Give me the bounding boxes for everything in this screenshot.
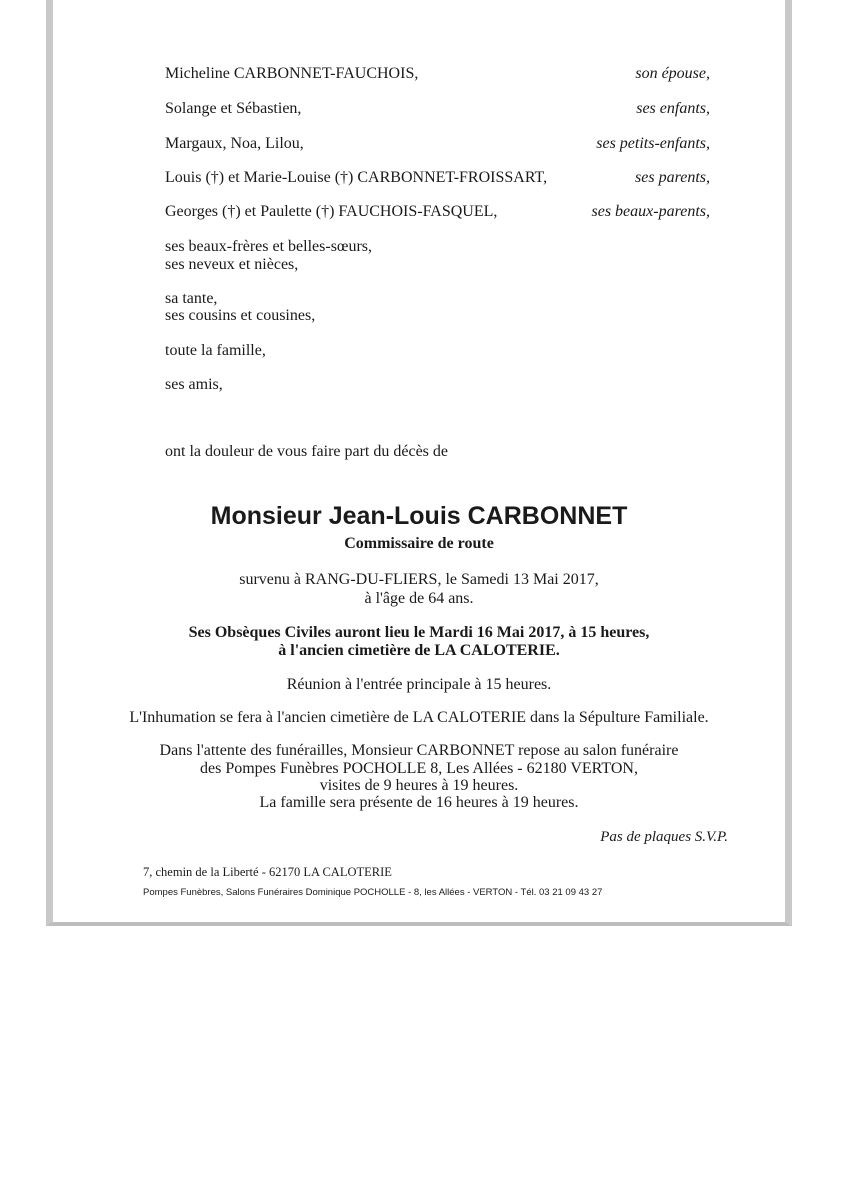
family-name: Margaux, Noa, Lilou, (165, 135, 304, 152)
nephews-line: ses neveux et nièces, (165, 256, 299, 273)
funeral-line-1: Ses Obsèques Civiles auront lieu le Mardi 16 Mai 2017, à 15 heures, (188, 624, 650, 641)
family-name: Louis (†) et Marie-Louise (†) CARBONNET-FROISSART, (165, 169, 548, 186)
visitation-line-3: visites de 9 heures à 19 heures. (319, 777, 519, 794)
family-relation: ses petits-enfants, (596, 135, 710, 152)
family-relation: son épouse, (635, 65, 710, 82)
visitation-line-1: Dans l'attente des funérailles, Monsieur CARBONNET repose au salon funéraire (159, 742, 679, 759)
announcement-line: ont la douleur de vous faire part du décès de (165, 443, 449, 460)
funeral-line-2: à l'ancien cimetière de LA CALOTERIE. (278, 642, 560, 659)
family-name: Solange et Sébastien, (165, 100, 302, 117)
aunt-line: sa tante, (165, 290, 218, 307)
footer-address: 7, chemin de la Liberté - 62170 LA CALOTERIE (143, 865, 392, 879)
family-name: Micheline CARBONNET-FAUCHOIS, (165, 65, 419, 82)
visitation-line-2: des Pompes Funèbres POCHOLLE 8, Les Allées - 62180 VERTON, (200, 760, 638, 777)
meeting-line: Réunion à l'entrée principale à 15 heures. (286, 676, 552, 693)
family-row (165, 98, 710, 120)
family-relation: ses parents, (635, 169, 710, 186)
family-row (165, 133, 710, 155)
family-row (165, 63, 710, 85)
visitation-line-4: La famille sera présente de 16 heures à 19 heures. (259, 794, 579, 811)
family-relation: ses beaux-parents, (591, 203, 710, 220)
whole-family-line: toute la famille, (165, 342, 266, 359)
burial-line: L'Inhumation se fera à l'ancien cimetière de LA CALOTERIE dans la Sépulture Familiale. (129, 709, 709, 726)
cousins-line: ses cousins et cousines, (165, 307, 316, 324)
family-row (165, 201, 710, 223)
in-laws-line: ses beaux-frères et belles-sœurs, (165, 238, 373, 255)
friends-line: ses amis, (165, 376, 223, 393)
family-row (165, 167, 710, 189)
footer-undertaker: Pompes Funèbres, Salons Funéraires Dominique POCHOLLE - 8, les Allées - VERTON - Tél. 03 21 09 43 27 (143, 887, 603, 898)
family-name: Georges (†) et Paulette (†) FAUCHOIS-FASQUEL, (165, 203, 498, 220)
deceased-title: Commissaire de route (344, 535, 494, 552)
death-line-2: à l'âge de 64 ans. (364, 590, 474, 607)
no-plaques-note: Pas de plaques S.V.P. (600, 829, 728, 845)
deceased-name: Monsieur Jean-Louis CARBONNET (210, 502, 628, 530)
death-line-1: survenu à RANG-DU-FLIERS, le Samedi 13 Mai 2017, (239, 571, 599, 588)
family-relation: ses enfants, (636, 100, 710, 117)
